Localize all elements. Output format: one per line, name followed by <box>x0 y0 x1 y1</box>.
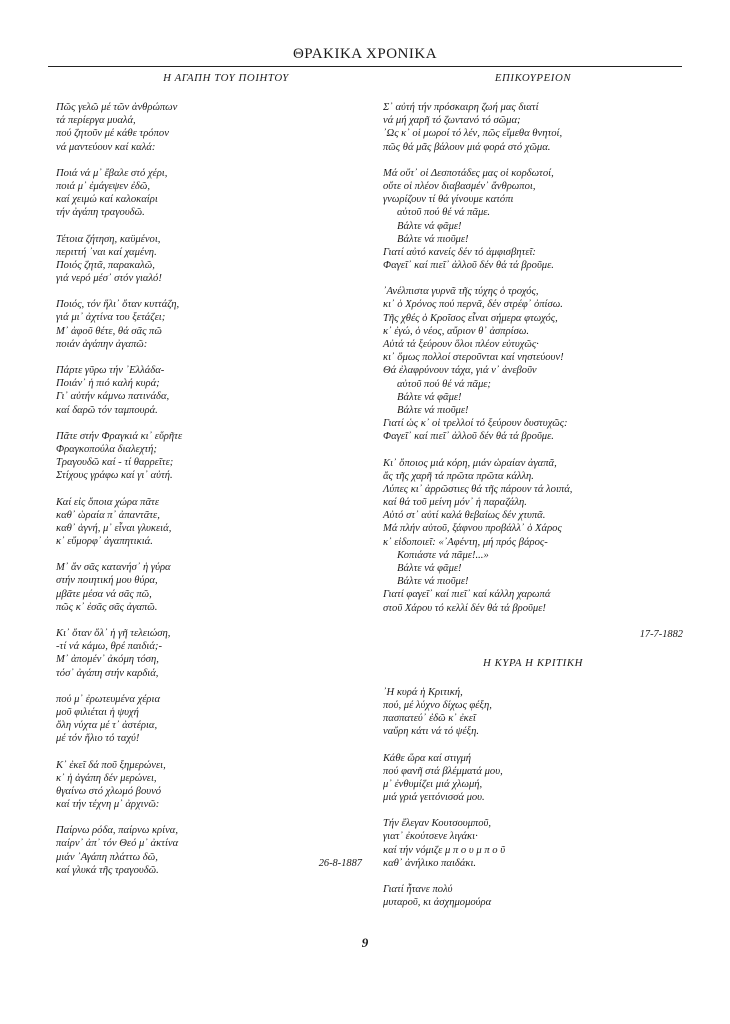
poem-line: Μά οὔτ᾿ οἱ Δεσποτάδες μας οἱ κορδωτοί, <box>383 167 554 179</box>
poem-line: καθ᾿ ὡραία π᾿ ἀπαντᾶτε, <box>56 509 160 521</box>
poem-line: Ποιός ζητᾶ, παρακαλῶ, <box>56 259 155 271</box>
epikoureion-date: 17-7-1882 <box>639 628 683 640</box>
poem-title-kyra-kritiki: Η ΚΥΡΑ Η ΚΡΙΤΙΚΗ <box>482 656 584 669</box>
poem-line: αὐτοῦ πού θέ νά πᾶμε; <box>397 378 491 390</box>
poem-line: ὅλη νύχτα μέ τ᾿ ἀστέρια, <box>56 720 158 732</box>
poem-line: ποιά μ᾿ ἐμάγεψεν ἐδῶ, <box>56 180 150 192</box>
poem-line: τά περίεργα μυαλά, <box>56 115 136 127</box>
poem-line: καί δαρῶ τόν ταμπουρά. <box>56 404 158 416</box>
poem-line: Αὐτά τά ξεύρουν ὅλοι πλέον εὐτυχῶς· <box>383 339 539 350</box>
poem-line: Κι᾿ ὅταν ὅλ᾿ ἡ γῆ τελειώση, <box>56 628 171 639</box>
stanza <box>383 817 683 870</box>
page-header-title: ΘΡΑΚΙΚΑ ΧΡΟΝΙΚΑ <box>292 46 438 62</box>
poem-line: ᾿Η κυρά ἡ Κριτική, <box>383 686 463 698</box>
poem-line: κ᾿ εὔμορφ᾿ ἀγαπητικιά. <box>56 536 153 548</box>
poem-line: Στίχους γράφω καί γι᾿ αὐτή. <box>56 470 173 482</box>
poem-line: κ᾿ εἰδοποιεῖ: «᾿Αφέντη, μή πρός βάρος- <box>383 536 548 548</box>
poem-line: γνωρίζουν τί θά γίνουμε κατόπι <box>383 194 514 206</box>
poem-line: στήν ποιητική μου θύρα, <box>56 575 158 587</box>
poem-line: Φαγεῖ᾿ καί πιεῖ᾿ ἀλλοῦ δέν θά τά βροῦμε. <box>383 260 554 272</box>
stanza <box>56 627 366 680</box>
poem-line: Μ᾿ ἄν σᾶς κατανήσ᾿ ἡ γύρα <box>56 562 171 574</box>
poem-line: Παίρνω ρόδα, παίρνω κρίνα, <box>56 825 178 837</box>
stanza <box>56 693 366 746</box>
poem-line: Ποιός, τόν ἥλι᾿ ὅταν κυττάζη, <box>56 299 180 311</box>
poem-line: Μ᾿ ἀφοῦ θέτε, θά σᾶς πῶ <box>56 325 162 337</box>
poem-line: Βάλτε νά φᾶμε! <box>397 563 462 574</box>
poem-line: Γιατί φαγεῖ᾿ καί πιεῖ᾿ καί κάλλη χαρωπά <box>383 589 551 601</box>
poem-line: νά μαντεύουν καί καλά: <box>56 141 156 153</box>
poem-line: καθ᾿ ἁγνή, μ᾿ εἶναι γλυκειά, <box>56 522 172 534</box>
stanza <box>56 167 366 220</box>
poem-line: Γιατί ἦτανε πολύ <box>383 884 453 895</box>
poem-line: Θά ἐλαφρύνουν τάχα, γιά ν᾿ ἀνεβοῦν <box>383 365 537 377</box>
poem-line: πού, μέ λύχνο δίχως φέξη, <box>383 699 492 711</box>
poem-line: Μ᾿ ἀπομέν᾿ ἀκόμη τόση, <box>56 654 159 666</box>
poem-line: ναὔρη κάτι νά τό ψέξη. <box>383 726 479 738</box>
poem-line: πού ζητοῦν μέ κάθε τρόπον <box>56 128 169 140</box>
poem-line: Κάθε ὥρα καί στιγμή <box>383 752 472 764</box>
poem-line: Αὐτό στ᾿ αὐτί καλά θεβαίως δέν χτυπᾶ. <box>383 510 546 522</box>
poem-line: μιά γριά γειτόνισσά μου. <box>383 792 485 804</box>
poem-line: τήν ἀγάπη τραγουδῶ. <box>56 207 145 219</box>
poem-line: πῶς κ᾿ ἐσᾶς σᾶς ἀγαπῶ. <box>56 601 158 613</box>
poem-line: καθ᾿ ἀνήλικο παιδάκι. <box>383 857 477 869</box>
poem-line: παίρν᾿ ἀπ᾿ τόν Θεό μ᾿ ἀκτίνα <box>56 838 179 850</box>
poem-line: Πᾶτε στήν Φραγκιά κι᾿ εὕρῆτε <box>56 430 183 442</box>
poem-line: Γι᾿ αὐτήν κάμνω πατινάδα, <box>56 391 170 403</box>
stanza <box>383 167 683 273</box>
poem-line: Τραγουδῶ καί - τί θαρρεῖτε; <box>56 457 174 469</box>
poem-line: Σ᾿ αὐτή τήν πρόσκαιρη ζωή μας διατί <box>383 102 539 113</box>
left-column <box>56 72 366 890</box>
poem-line: Βάλτε νά φᾶμε! <box>397 220 462 232</box>
poem-line: Πάρτε γῦρω τήν ᾿Ελλάδα- <box>56 365 165 376</box>
poem-line: Γιατί αὐτό κανείς δέν τό ἀμφισβητεῖ: <box>383 246 536 258</box>
page-number: 9 <box>361 935 369 950</box>
stanza <box>56 233 366 286</box>
poem-line: μέ τόν ἥλιο τό ταχύ! <box>56 733 140 745</box>
poem-line: κι᾿ ὅμως πολλοί στεροῦνται καί νηστεύουν! <box>383 352 564 364</box>
poem-line: Πῶς γελῶ μέ τῶν ἀνθρώπων <box>56 102 178 113</box>
poem-line: καί θά τοῦ μείνη μόν᾿ ἡ παραζάλη. <box>383 497 527 509</box>
poem-line: Λύπες κι᾿ ἀρρῶστιες θά τῆς πάρουν τά λοιπά, <box>383 483 573 495</box>
stanza <box>383 686 683 739</box>
left-poem-body <box>56 101 366 877</box>
stanza <box>383 457 683 615</box>
poem-line: μβᾶτε μέσα νά σᾶς πῶ, <box>56 588 152 600</box>
poem-line: κ᾿ ἐγώ, ὁ νέος, αὔριον θ᾿ ἀσπρίσω. <box>383 325 529 337</box>
poem-line: Ποιά νά μ᾿ ἔβαλε στό χέρι, <box>56 167 168 179</box>
kyra-kritiki-poem-body <box>383 686 683 910</box>
poem-line: Γιατί ὡς κ᾿ οἱ τρελλοί τό ξεύρουν δυστυχῶς: <box>383 418 568 430</box>
poem-line: Κοπιάστε νά πᾶμε!...» <box>397 549 489 561</box>
poem-line: Κ᾿ ἐκεῖ δά ποῦ ξημερώνει, <box>56 759 166 771</box>
stanza <box>383 101 683 154</box>
stanza <box>383 883 683 909</box>
stanza <box>56 561 366 614</box>
poem-line: ποιάν ἀγάπην ἀγαπῶ: <box>56 338 148 350</box>
poem-line: περιττή ᾿ναι καί χαμένη. <box>56 246 157 258</box>
stanza <box>383 285 683 443</box>
left-poem-date: 26-8-1887 <box>318 858 362 869</box>
poem-line: μυταροῦ, κι ἀσχημομούρα <box>383 897 492 909</box>
poem-line: Φραγκοπούλα διαλεχτή; <box>56 443 157 455</box>
poem-line: κι᾿ ὁ Χρόνος πού περνᾶ, δέν στρέφ᾿ ὀπίσω. <box>383 299 563 311</box>
poem-line: Τῆς χθές ὁ Κροῖσος εἶναι σήμερα φτωχός, <box>383 312 558 324</box>
stanza <box>56 759 366 812</box>
poem-line: Βάλτε νά πιοῦμε! <box>397 404 469 416</box>
stanza <box>56 101 366 154</box>
stanza <box>56 298 366 351</box>
poem-line: νά μή χαρῆ τό ζωντανό τό σῶμα; <box>383 115 521 127</box>
epikoureion-poem-body <box>383 101 683 615</box>
poem-line: Βάλτε νά πιοῦμε! <box>397 233 469 245</box>
poem-line: πῶς θά μᾶς βάλουν μιά φορά στό χῶμα. <box>383 141 551 153</box>
stanza <box>56 496 366 549</box>
poem-line: καί γλυκά τῆς τραγουδῶ. <box>56 864 159 876</box>
poem-line: μοῦ φιλιέται ἡ ψυχή <box>56 706 139 718</box>
poem-line: Μά πλήν αὐτοῦ, ξάφνου προβάλλ᾿ ὁ Χάρος <box>383 523 562 535</box>
poem-line: γιά μι᾿ ἀχτίνα του ξετάζει; <box>56 312 166 324</box>
poem-line: γιατ᾿ ἐκούτσενε λιγάκι· <box>383 831 478 843</box>
poem-line: καί χειμώ καί καλοκαίρι <box>56 194 158 206</box>
poem-line: Καί εἰς ὅποια χώρα πᾶτε <box>56 496 159 508</box>
poem-title-epikoureion: ΕΠΙΚΟΥΡΕΙΟΝ <box>494 72 572 84</box>
poem-line: πού φανῆ στά βλέμματά μου, <box>383 765 503 777</box>
poem-line: κ᾿ ἡ ἀγάπη δέν μερώνει, <box>56 772 157 784</box>
poem-line: Ποιάν᾿ ἡ πιό καλή κυρά; <box>56 378 160 390</box>
poem-line: αὐτοῦ πού θέ νά πᾶμε. <box>397 207 491 219</box>
poem-line: Τέτοια ζήτηση, καϋμένοι, <box>56 233 161 245</box>
poem-line: πού μ᾿ ἐρωτευμένα χέρια <box>56 693 161 705</box>
poem-line: Βάλτε νά πιοῦμε! <box>397 576 469 588</box>
poem-line: Φαγεῖ᾿ καί πιεῖ᾿ ἀλλοῦ δέν θά τά βροῦμε. <box>383 431 554 443</box>
poem-line: γιά νερό μέσ᾿ στόν γιαλό! <box>56 273 162 285</box>
poem-line: ᾿Ανέλπιστα γυρνᾶ τῆς τύχης ὁ τροχός, <box>383 286 539 298</box>
poem-line: οὔτε οἱ πλέον διαβασμέν᾿ ἄνθρωποι, <box>383 180 536 192</box>
poem-line: τόσ᾿ ἀγάπη στήν καρδιά, <box>56 667 159 679</box>
poem-line: στοῦ Χάρου τό κελλί δέν θά τά βροῦμε! <box>383 602 546 614</box>
right-column <box>383 72 683 922</box>
poem-line: Κι᾿ ὅποιος μιά κόρη, μιάν ὡραίαν ἀγαπᾶ, <box>383 457 557 469</box>
poem-line: -τί νά κάμω, θρέ παιδιά;- <box>56 641 162 653</box>
poem-line: καί τήν τέχνη μ᾿ ἀρχινῶ: <box>56 799 160 811</box>
stanza <box>56 430 366 483</box>
header-rule <box>48 66 682 67</box>
poem-line: μιάν ᾿Αγάπη πλάττω δῶ, <box>56 851 158 863</box>
poem-title-love-of-poet: Η ΑΓΑΠΗ ΤΟΥ ΠΟΙΗΤΟΥ <box>163 72 289 84</box>
poem-line: καί τήν νόμιζε μ π ο υ μ π ο ῦ <box>383 844 506 856</box>
poem-line: ᾿Ως κ᾿ οἱ μωροί τό λέν, πῶς εἴμεθα θνητοί, <box>383 128 563 140</box>
poem-line: μ᾿ ἐνθυμίζει μιά χλωμή, <box>383 778 483 790</box>
poem-line: Τήν ἔλεγαν Κουτσουμποῦ, <box>383 818 492 830</box>
poem-line: πασπατεύ᾿ ἐδῶ κ᾿ ἐκεῖ <box>383 713 476 725</box>
stanza <box>56 364 366 417</box>
poem-line: ἄς τῆς χαρῆ τά πρῶτα πρῶτα κάλλη. <box>383 470 534 482</box>
poem-line: θγαίνω στό χλωμό βουνό <box>56 785 162 797</box>
poem-line: Βάλτε νά φᾶμε! <box>397 391 462 403</box>
stanza <box>383 752 683 805</box>
